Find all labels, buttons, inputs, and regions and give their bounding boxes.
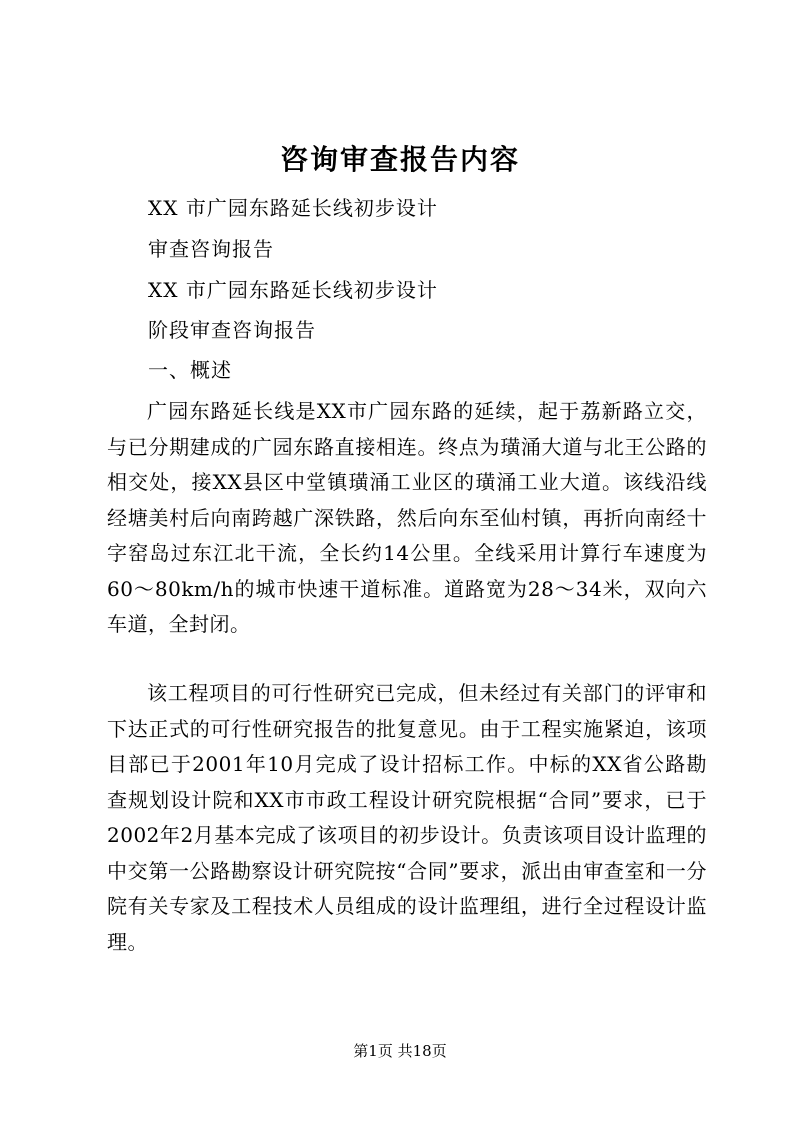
body-paragraph: 该工程项目的可行性研究已完成，但未经过有关部门的评审和下达正式的可行性研究报告的批复意见。由于工程实施紧迫，该项目部已于2001年10月完成了设计招标工作。中标的XX省公路勘查规划设计院和XX市市政工程设计研究院根据“合同”要求，已于2002年2月基本完成了该项目的初步设计。负责该项目设计监理的中交第一公路勘察设计研究院按“合同”要求，派出由审查室和一分院有关专家及工程技术人员组成的设计监理组，进行全过程设计监理。 (107, 681, 707, 954)
section-heading: 一、概述 (148, 358, 232, 382)
document-title: 咨询审查报告内容 (279, 143, 520, 176)
subtitle-line: 阶段审查咨询报告 (148, 318, 316, 342)
subtitle-line: XX 市广园东路延长线初步设计 (148, 278, 438, 302)
subtitle-line: XX 市广园东路延长线初步设计 (148, 196, 438, 220)
subtitle-line: 审查咨询报告 (148, 237, 274, 261)
body-paragraph: 广园东路延长线是XX市广园东路的延续，起于荔新路立交，与已分期建成的广园东路直接相连。终点为璜涌大道与北王公路的相交处，接XX县区中堂镇璜涌工业区的璜涌工业大道。该线沿线经塘美村后向南跨越广深铁路，然后向东至仙村镇，再折向南经十字窑岛过东江北干流，全长约14公里。全线采用计算行车速度为60～80km/h的城市快速干道标准。道路宽为28～34米，双向六车道，全封闭。 (107, 399, 707, 636)
page-number-footer: 第1页 共18页 (353, 1042, 447, 1060)
